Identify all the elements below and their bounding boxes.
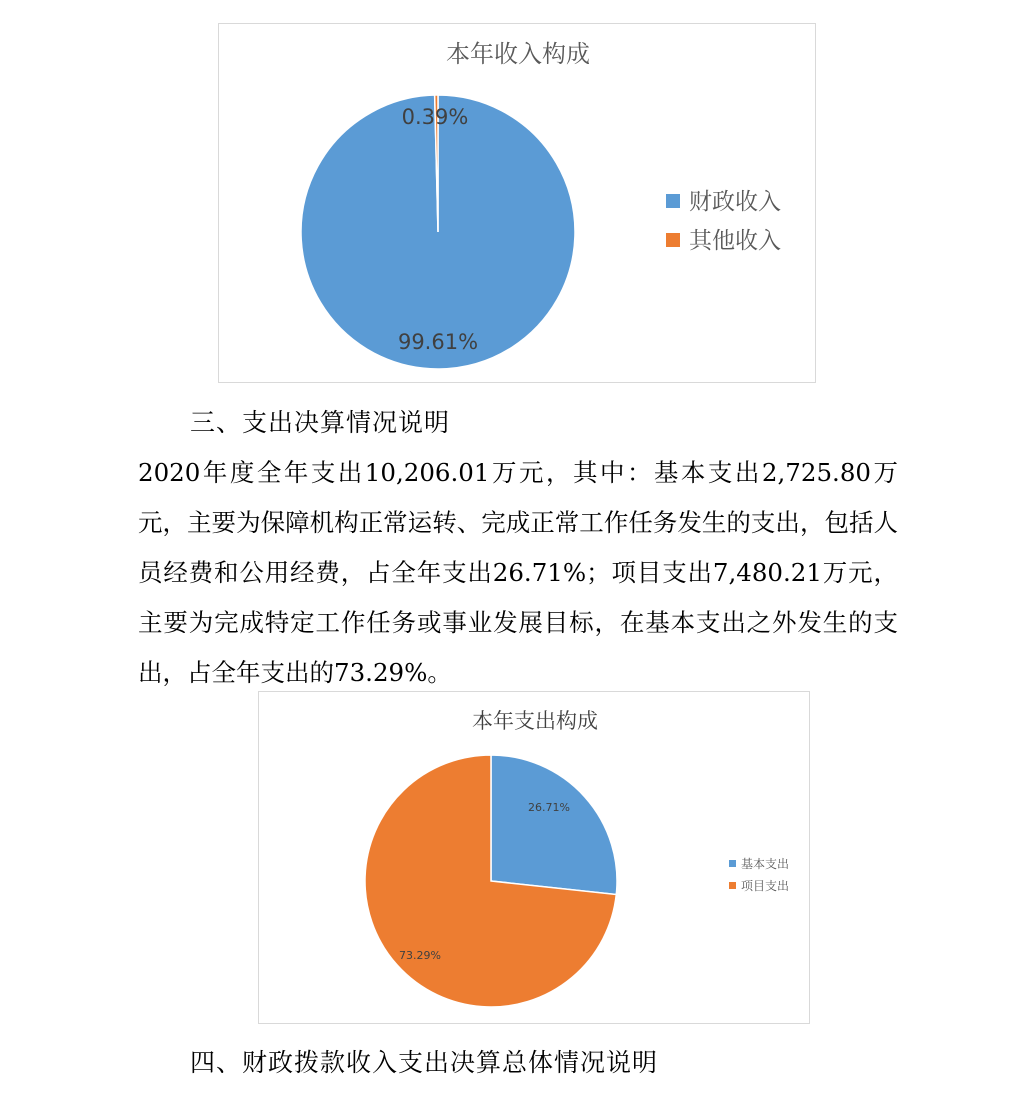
expenditure-pie-svg (259, 692, 811, 1025)
legend (729, 856, 789, 893)
legend-label: 财政收入 (689, 189, 781, 215)
legend (666, 189, 781, 254)
legend-swatch (666, 233, 680, 247)
legend-swatch (666, 194, 680, 208)
section-heading: 四、财政拨款收入支出决算总体情况说明 (190, 1048, 659, 1077)
section-heading: 三、支出决算情况说明 (190, 408, 451, 437)
chart-title: 本年收入构成 (446, 40, 590, 68)
chart-title: 本年支出构成 (472, 709, 598, 733)
legend-label: 项目支出 (741, 879, 790, 893)
legend-swatch (729, 860, 736, 867)
expenditure-pie-chart (258, 691, 810, 1024)
legend-swatch (729, 882, 736, 889)
income-pie-svg (219, 24, 817, 384)
pie-slices (365, 755, 617, 1007)
income-pie-chart (218, 23, 816, 383)
legend-label: 基本支出 (741, 857, 790, 871)
pie-slice-first (491, 755, 617, 895)
legend-label: 其他收入 (689, 228, 781, 254)
paragraph-text: 2020年度全年支出10,206.01万元，其中：基本支出2,725.80万元，主要为保障机构正常运转、完成正常工作任务发生的支出，包括人员经费和公用经费，占全年支出26.71%；项目支出7,480.21万元，主要为完成特定工作任务或事业发展目标，在基本支出之外发生的支出，占全年支出的73.29%。 (138, 458, 898, 687)
data-label: 26.71% (528, 801, 570, 814)
data-label: 0.39% (401, 105, 469, 129)
data-label: 99.61% (397, 330, 479, 354)
expenditure-paragraph (138, 448, 898, 698)
data-label: 73.29% (399, 949, 441, 962)
pie-slices (301, 95, 575, 369)
